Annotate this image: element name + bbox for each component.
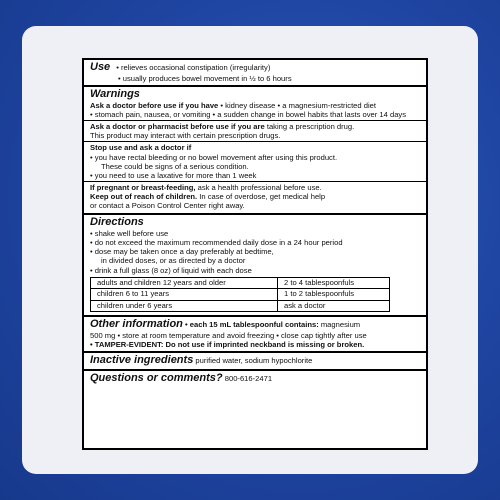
ask-pharmacist-lead: Ask a doctor or pharmacist before use if you are: [90, 122, 265, 132]
other-information-section: [84, 317, 426, 353]
directions-heading: Directions: [90, 216, 144, 229]
other-information-lead: • each 15 mL tablespoonful contains:: [182, 320, 319, 330]
inactive-ingredients-text: purified water, sodium hypochlorite: [193, 356, 313, 366]
drug-facts-panel: [82, 58, 428, 450]
direction-3b: in divided doses, or as directed by a doctor: [101, 256, 246, 266]
direction-1: • shake well before use: [90, 229, 169, 239]
other-information-lead-rest: magnesium: [318, 320, 361, 330]
dosage-age-cell: children under 6 years: [91, 300, 278, 312]
direction-4: • drink a full glass (8 oz) of liquid with each dose: [90, 265, 252, 275]
questions-heading: Questions or comments?: [90, 372, 223, 385]
dosage-amount-cell: ask a doctor: [278, 300, 390, 312]
pregnancy-block: [84, 181, 426, 211]
keep-out-line-2: or contact a Poison Control Center right away.: [90, 201, 245, 211]
questions-phone: 800-616-2471: [222, 374, 273, 384]
warnings-heading: Warnings: [90, 88, 140, 101]
dosage-amount-cell: 2 to 4 tablespoonfuls: [278, 277, 390, 289]
keep-out-lead: Keep out of reach of children.: [90, 191, 198, 201]
other-information-heading: Other information: [90, 318, 183, 331]
table-row: [91, 289, 390, 301]
inactive-ingredients-heading: Inactive ingredients: [90, 354, 194, 367]
use-line-2: • usually produces bowel movement in ½ to 6 hours: [118, 74, 292, 83]
ask-pharmacist-line-2: This product may interact with certain prescription drugs.: [90, 131, 281, 141]
pregnancy-rest: ask a health professional before use.: [195, 182, 322, 192]
dosage-table: [90, 277, 390, 313]
inactive-ingredients-section: [84, 353, 426, 371]
questions-section: [84, 371, 426, 387]
use-section: [84, 60, 426, 87]
stop-use-item-2: • you need to use a laxative for more than 1 week: [90, 170, 257, 180]
direction-2: • do not exceed the maximum recommended daily dose in a 24 hour period: [90, 238, 343, 248]
pregnancy-lead: If pregnant or breast-feeding,: [90, 182, 196, 192]
ask-doctor-line: [90, 101, 420, 110]
tamper-evident-line: • TAMPER-EVIDENT: Do not use if imprinted neckband is missing or broken.: [90, 340, 365, 350]
table-row: [91, 277, 390, 289]
dosage-age-cell: children 6 to 11 years: [91, 289, 278, 301]
ask-doctor-lead: Ask a doctor before use if you have: [90, 101, 219, 111]
dosage-age-cell: adults and children 12 years and older: [91, 277, 278, 289]
directions-section: [84, 215, 426, 317]
other-information-line-2: 500 mg • store at room temperature and avoid freezing • close cap tightly after use: [90, 331, 367, 341]
ask-doctor-items-1: • kidney disease • a magnesium-restricted diet: [218, 101, 376, 111]
ask-pharmacist-block: [84, 120, 426, 141]
stop-use-item-1: • you have rectal bleeding or no bowel movement after using this product.: [90, 152, 338, 162]
use-line-1: • relieves occasional constipation (irregularity): [116, 63, 271, 72]
table-row: [91, 300, 390, 312]
direction-3: • dose may be taken once a day preferably at bedtime,: [90, 247, 274, 257]
dosage-amount-cell: 1 to 2 tablespoonfuls: [278, 289, 390, 301]
keep-out-rest: In case of overdose, get medical help: [197, 191, 326, 201]
ask-pharmacist-rest: taking a prescription drug.: [264, 122, 355, 132]
use-heading: Use: [90, 61, 111, 73]
warnings-section: [84, 87, 426, 215]
stop-use-lead: Stop use and ask a doctor if: [90, 143, 192, 153]
stop-use-item-1b: These could be signs of a serious condition.: [101, 161, 249, 171]
ask-doctor-items-2: • stomach pain, nausea, or vomiting • a sudden change in bowel habits that lasts over 14 days: [90, 110, 407, 120]
stop-use-block: [84, 141, 426, 180]
